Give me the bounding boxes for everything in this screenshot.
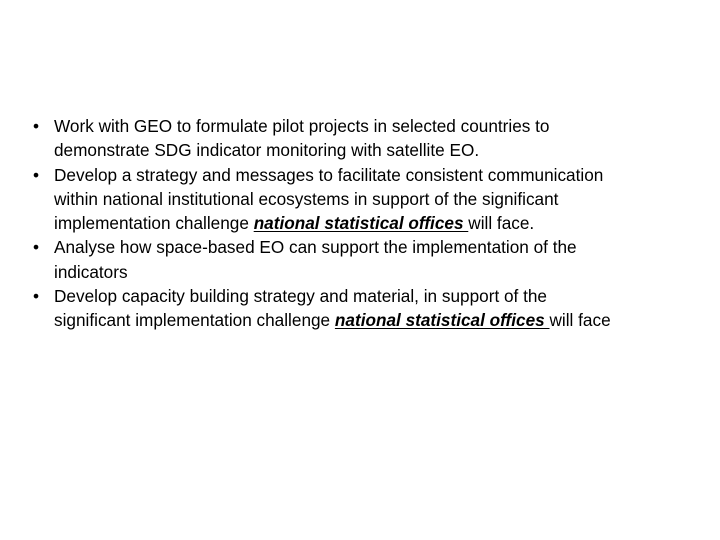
bullet-mark: • bbox=[32, 286, 40, 307]
emphasis-national-statistical-offices: national statistical offices bbox=[334, 310, 550, 331]
bullet-2-line-2: within national institutional ecosystems in support of the significant bbox=[54, 188, 559, 209]
bullet-item-4 bbox=[30, 284, 716, 333]
bullet-3-line-2: indicators bbox=[54, 261, 128, 282]
bullet-4-line-2-after: will face bbox=[549, 310, 611, 331]
bullet-1-line-1: Work with GEO to formulate pilot projects in selected countries to bbox=[54, 116, 550, 136]
bullet-2-line-3-after: will face. bbox=[468, 213, 535, 234]
bullet-item-1 bbox=[30, 114, 716, 163]
bullet-2-line-1: Develop a strategy and messages to facilitate consistent communication bbox=[54, 164, 604, 185]
bullet-list bbox=[30, 114, 716, 333]
bullet-2-line-3 bbox=[54, 211, 716, 235]
bullet-item-3 bbox=[30, 235, 716, 284]
bullet-4-line-2-before: significant implementation challenge bbox=[54, 310, 335, 331]
bullet-item-2 bbox=[30, 163, 716, 236]
bullet-mark: • bbox=[32, 237, 40, 258]
bullet-mark: • bbox=[32, 116, 40, 136]
emphasis-national-statistical-offices: national statistical offices bbox=[253, 213, 469, 234]
bullet-2-line-3-before: implementation challenge bbox=[54, 213, 254, 234]
bullet-mark: • bbox=[32, 164, 40, 185]
bullet-1-line-2: demonstrate SDG indicator monitoring with satellite EO. bbox=[54, 140, 480, 161]
bullet-4-line-2 bbox=[54, 308, 716, 332]
bullet-4-line-1: Develop capacity building strategy and material, in support of the bbox=[54, 286, 547, 307]
bullet-3-line-1: Analyse how space-based EO can support the implementation of the bbox=[54, 237, 577, 258]
